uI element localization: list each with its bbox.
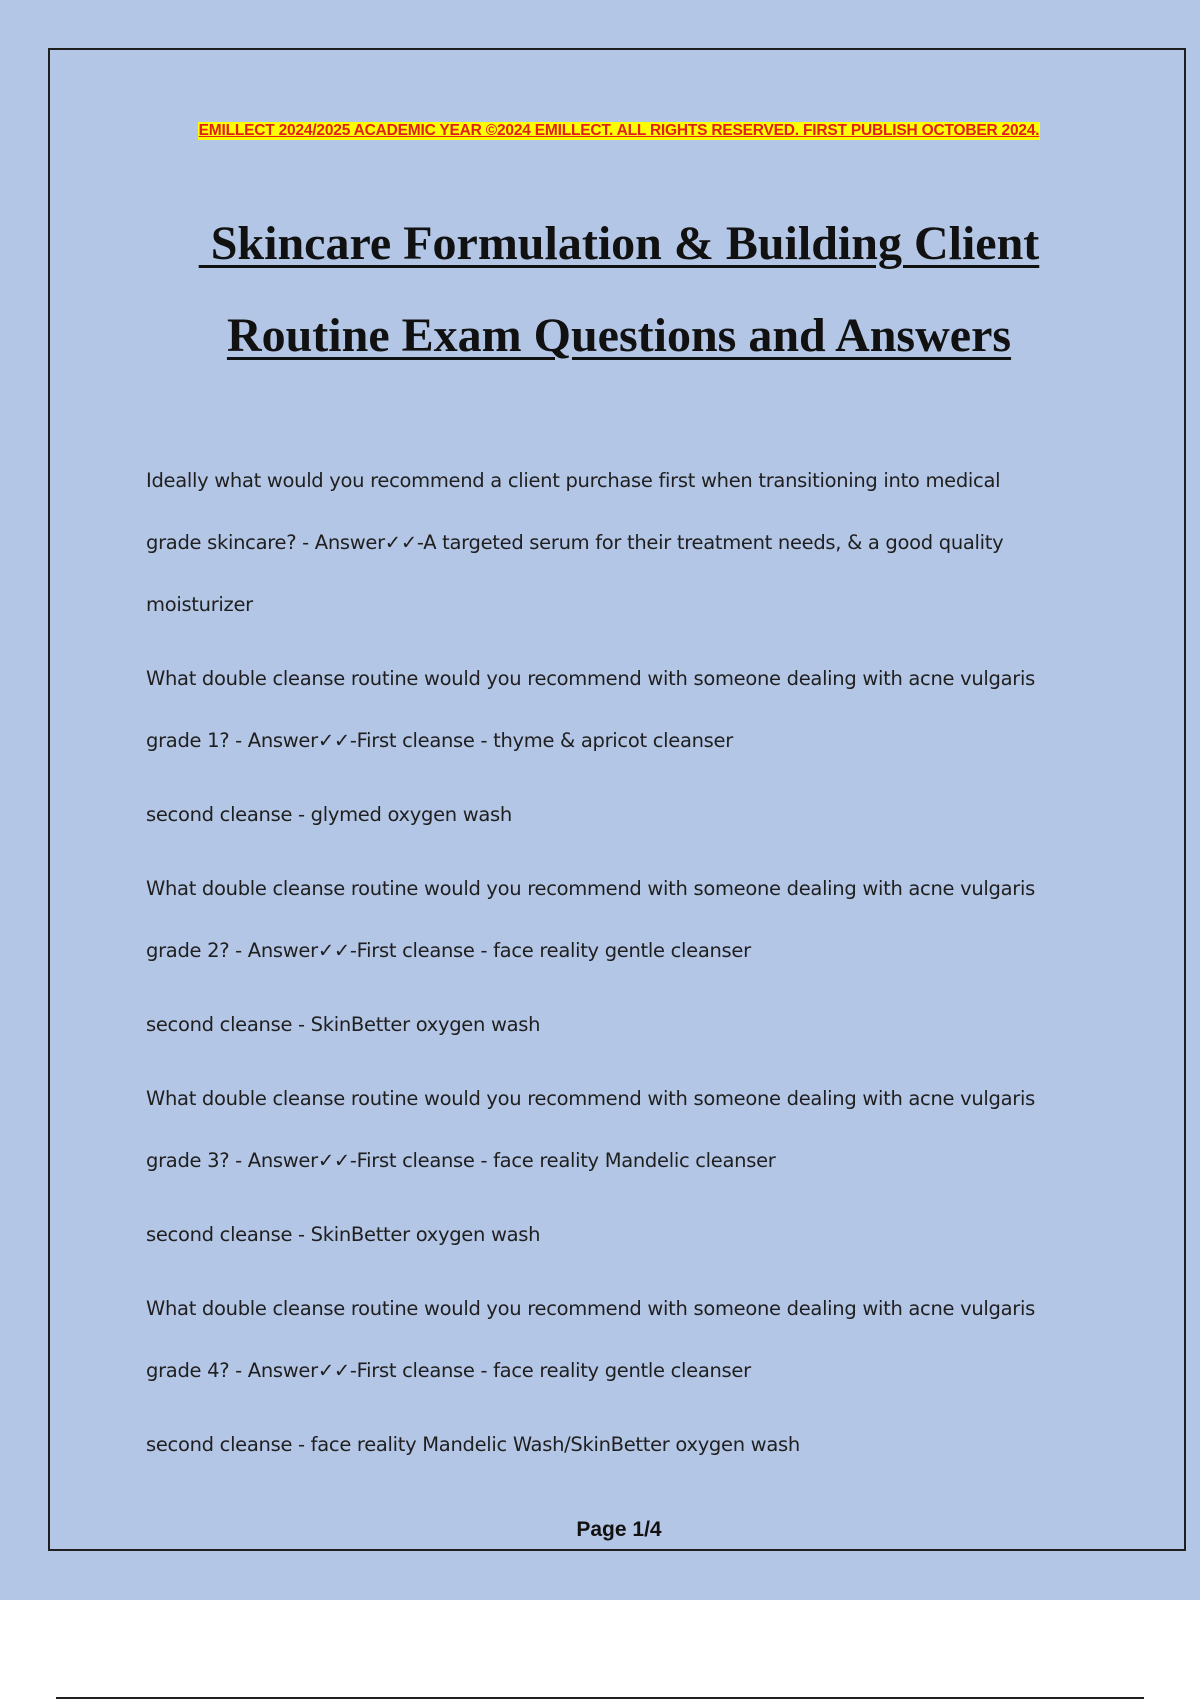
- qa-item-5: [146, 1278, 1146, 1476]
- qa-line: What double cleanse routine would you recommend with someone dealing with acne vulgaris: [146, 1087, 1035, 1110]
- qa-line: grade 2? - Answer✓✓-First cleanse - face reality gentle cleanser: [146, 939, 751, 962]
- title-line-1: Skincare Formulation & Building Client: [198, 217, 1040, 270]
- copyright-banner-wrapper: [50, 122, 1188, 140]
- qa-followup: second cleanse - SkinBetter oxygen wash: [146, 1013, 541, 1036]
- qa-line: Ideally what would you recommend a client purchase first when transitioning into medical: [146, 469, 1001, 492]
- qa-item-4: [146, 1068, 1146, 1266]
- qa-followup: second cleanse - face reality Mandelic Wash/SkinBetter oxygen wash: [146, 1433, 800, 1456]
- qa-line: grade 4? - Answer✓✓-First cleanse - face reality gentle cleanser: [146, 1359, 751, 1382]
- qa-line: grade skincare? - Answer✓✓-A targeted serum for their treatment needs, & a good quality: [146, 531, 1004, 554]
- qa-content: [146, 450, 1146, 1476]
- document-title: [50, 198, 1188, 382]
- title-line-2: Routine Exam Questions and Answers: [226, 309, 1012, 362]
- qa-line: What double cleanse routine would you recommend with someone dealing with acne vulgaris: [146, 877, 1035, 900]
- next-page-divider: [56, 1697, 1144, 1699]
- qa-line: grade 1? - Answer✓✓-First cleanse - thyme & apricot cleanser: [146, 729, 733, 752]
- page-number: Page 1/4: [576, 1518, 662, 1541]
- qa-line: What double cleanse routine would you recommend with someone dealing with acne vulgaris: [146, 667, 1035, 690]
- qa-line: moisturizer: [146, 593, 253, 616]
- qa-line: What double cleanse routine would you recommend with someone dealing with acne vulgaris: [146, 1297, 1035, 1320]
- qa-followup: second cleanse - SkinBetter oxygen wash: [146, 1223, 541, 1246]
- qa-item-1: [146, 450, 1146, 636]
- qa-followup: second cleanse - glymed oxygen wash: [146, 803, 512, 826]
- qa-line: grade 3? - Answer✓✓-First cleanse - face reality Mandelic cleanser: [146, 1149, 776, 1172]
- qa-item-2: [146, 648, 1146, 846]
- copyright-banner: EMILLECT 2024/2025 ACADEMIC YEAR ©2024 EMILLECT. ALL RIGHTS RESERVED. FIRST PUBLISH OCTOBER 2024.: [198, 122, 1040, 139]
- page-border-frame: [48, 48, 1186, 1551]
- qa-item-3: [146, 858, 1146, 1056]
